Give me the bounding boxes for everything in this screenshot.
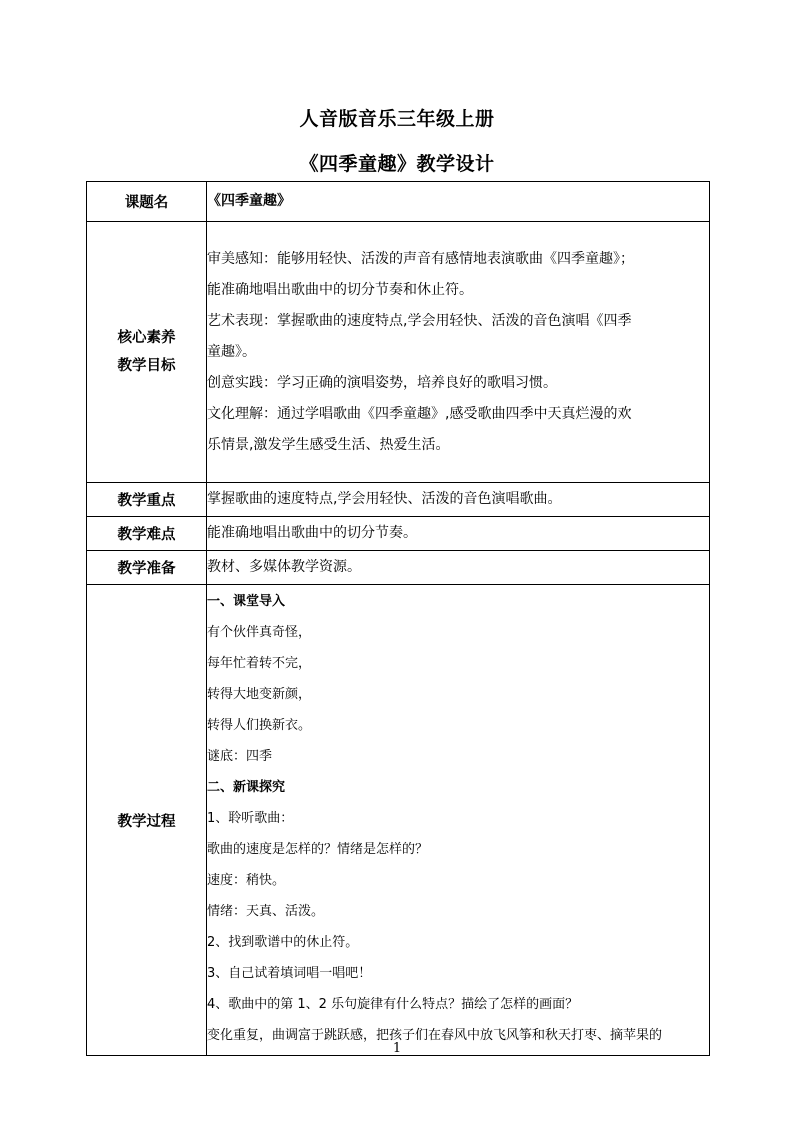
goal-line: 童趣》。: [207, 343, 256, 360]
topic-label: 课题名: [87, 182, 207, 222]
step-line: 速度：稍快。: [207, 873, 286, 888]
topic-value: 《四季童趣》: [207, 182, 710, 222]
table-row-topic: [87, 182, 710, 222]
goals-content: [207, 222, 710, 483]
process-content: [207, 585, 710, 1056]
step-line: 3、自己试着填词唱一唱吧！: [207, 966, 372, 981]
page-number: 1: [392, 1041, 402, 1056]
difficulty-label: 教学难点: [87, 517, 207, 551]
section-heading: 二、新课探究: [207, 780, 286, 795]
goal-line: 乐情景,激发学生感受生活、热爱生活。: [207, 436, 450, 453]
preparation-value: 教材、多媒体教学资源。: [207, 551, 710, 585]
table-row-goals: [87, 222, 710, 483]
step-line: 情绪：天真、活泼。: [207, 904, 325, 919]
riddle-line: 每年忙着转不完，: [207, 656, 312, 671]
goals-label: 核心素养 教学目标: [87, 222, 207, 483]
riddle-answer: 谜底：四季: [207, 749, 273, 764]
step-line: 4、歌曲中的第 1、2 乐句旋律有什么特点？描绘了怎样的画面？: [207, 997, 579, 1012]
preparation-label: 教学准备: [87, 551, 207, 585]
difficulty-value: 能准确地唱出歌曲中的切分节奏。: [207, 517, 710, 551]
goal-line: 创意实践：学习正确的演唱姿势，培养良好的歌唱习惯。: [207, 374, 557, 391]
process-label: 教学过程: [87, 585, 207, 1056]
section-heading: 一、课堂导入: [207, 594, 286, 609]
table-row-preparation: [87, 551, 710, 585]
table-row-key-point: [87, 483, 710, 517]
document-subtitle: 《四季童趣》教学设计: [299, 153, 495, 175]
lesson-plan-table: [86, 181, 710, 1056]
document-title: 人音版音乐三年级上册: [299, 108, 495, 130]
table-row-difficulty: [87, 517, 710, 551]
riddle-line: 转得大地变新颜，: [207, 687, 312, 702]
key-point-value: 掌握歌曲的速度特点,学会用轻快、活泼的音色演唱歌曲。: [207, 483, 710, 517]
riddle-line: 转得人们换新衣。: [207, 718, 312, 733]
goal-line: 文化理解：通过学唱歌曲《四季童趣》,感受歌曲四季中天真烂漫的欢: [207, 405, 632, 422]
goal-line: 能准确地唱出歌曲中的切分节奏和休止符。: [207, 281, 473, 298]
step-line: 歌曲的速度是怎样的？情绪是怎样的？: [207, 842, 429, 857]
step-line: 变化重复，曲调富于跳跃感，把孩子们在春风中放飞风筝和秋天打枣、摘苹果的: [207, 1028, 663, 1043]
step-line: 1、聆听歌曲：: [207, 811, 294, 826]
step-line: 2、找到歌谱中的休止符。: [207, 935, 359, 950]
key-point-label: 教学重点: [87, 483, 207, 517]
table-row-process: [87, 585, 710, 1056]
riddle-line: 有个伙伴真奇怪，: [207, 625, 312, 640]
goal-line: 艺术表现：掌握歌曲的速度特点,学会用轻快、活泼的音色演唱《四季: [207, 312, 632, 329]
goal-line: 审美感知：能够用轻快、活泼的声音有感情地表演歌曲《四季童趣》；: [207, 250, 634, 267]
